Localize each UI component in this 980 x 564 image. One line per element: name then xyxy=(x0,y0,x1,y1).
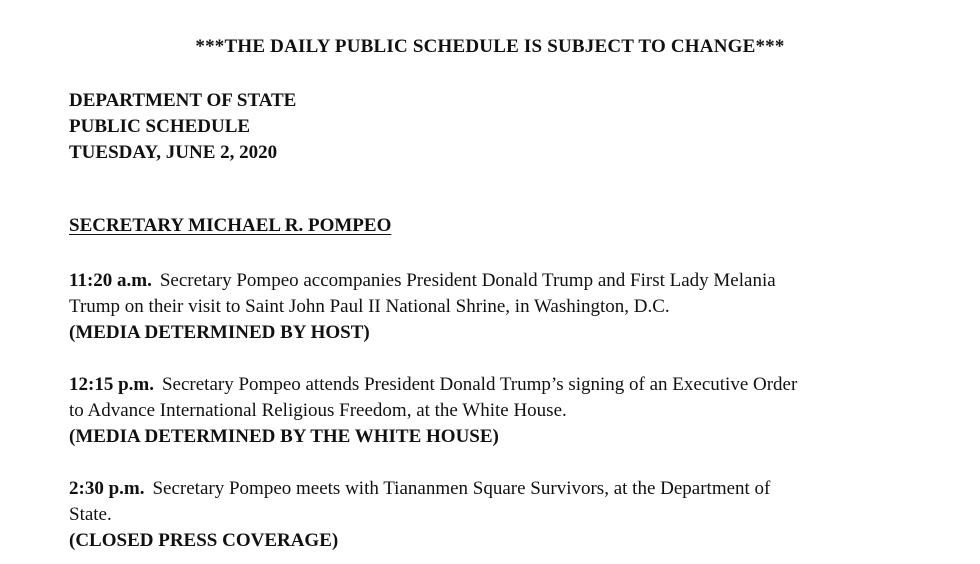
press-coverage-note: (CLOSED PRESS COVERAGE) xyxy=(69,530,339,551)
entry-description-continued: Trump on their visit to Saint John Paul II National Shrine, in Washington, D.C. xyxy=(69,296,670,317)
entry-first-line xyxy=(69,268,949,294)
entry-description: Secretary Pompeo accompanies President Donald Trump and First Lady Melania xyxy=(159,270,776,291)
entry-first-line xyxy=(69,372,949,398)
entry-time: 2:30 p.m. xyxy=(69,478,145,499)
schedule-entry xyxy=(69,476,949,554)
document-header xyxy=(69,88,296,166)
entry-description-continued: to Advance International Religious Freedom, at the White House. xyxy=(69,400,567,421)
entry-description: Secretary Pompeo meets with Tiananmen Square Survivors, at the Department of xyxy=(152,478,771,499)
schedule-entry xyxy=(69,372,949,450)
press-coverage-note: (MEDIA DETERMINED BY HOST) xyxy=(69,322,370,343)
press-coverage-note: (MEDIA DETERMINED BY THE WHITE HOUSE) xyxy=(69,426,499,447)
entry-description: Secretary Pompeo attends President Donald Trump’s signing of an Executive Order xyxy=(161,374,798,395)
principal-heading: SECRETARY MICHAEL R. POMPEO xyxy=(69,215,392,236)
schedule-change-notice: ***THE DAILY PUBLIC SCHEDULE IS SUBJECT TO CHANGE*** xyxy=(195,36,785,57)
document-type: PUBLIC SCHEDULE xyxy=(69,116,251,137)
entry-time: 12:15 p.m. xyxy=(69,374,154,395)
entry-time: 11:20 a.m. xyxy=(69,270,152,291)
department-name: DEPARTMENT OF STATE xyxy=(69,90,297,111)
entry-first-line xyxy=(69,476,949,502)
entry-description-continued: State. xyxy=(69,504,112,525)
schedule-date: TUESDAY, JUNE 2, 2020 xyxy=(69,142,278,163)
schedule-entry xyxy=(69,268,949,346)
